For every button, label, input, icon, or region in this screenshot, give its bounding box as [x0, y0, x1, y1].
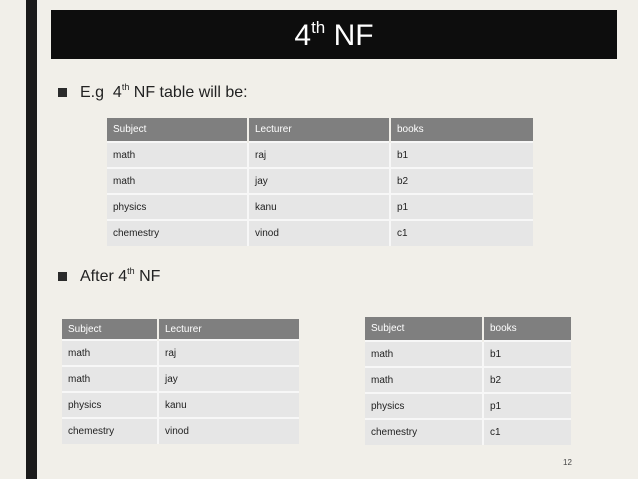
- table-header-row: [107, 118, 533, 142]
- table-subject-books: [365, 317, 571, 445]
- bullet-text-sup: th: [121, 82, 130, 92]
- table-cell: b1: [390, 142, 533, 168]
- bullet-text: [80, 266, 160, 286]
- bullet-text-prefix: After 4: [80, 268, 128, 285]
- title-main: 4: [294, 18, 312, 52]
- table-cell: p1: [390, 194, 533, 220]
- table-cell: p1: [483, 393, 571, 419]
- table-cell: c1: [483, 419, 571, 445]
- table-row: [62, 366, 299, 392]
- bullet-text-prefix: E.g 4: [80, 84, 122, 101]
- bullet-text-sup: th: [127, 266, 135, 276]
- table-full: [107, 118, 533, 246]
- table-cell: physics: [365, 393, 483, 419]
- table-cell: b2: [390, 168, 533, 194]
- slide-title: [294, 19, 373, 51]
- title-bar: [51, 10, 617, 59]
- bullet-example: [58, 82, 248, 102]
- column-header: Lecturer: [158, 319, 299, 340]
- page-number: 12: [563, 458, 572, 467]
- column-header: Subject: [365, 317, 483, 341]
- table-cell: math: [62, 340, 158, 366]
- title-superscript: th: [311, 17, 326, 37]
- table-cell: jay: [248, 168, 390, 194]
- table-row: [107, 194, 533, 220]
- bullet-text: [80, 82, 248, 102]
- bullet-text-suffix: NF: [134, 268, 161, 285]
- table-row: [62, 418, 299, 444]
- table-row: [107, 142, 533, 168]
- table-cell: math: [365, 367, 483, 393]
- table-cell: b1: [483, 341, 571, 367]
- title-suffix: NF: [325, 18, 374, 52]
- table-cell: c1: [390, 220, 533, 246]
- table-cell: chemestry: [365, 419, 483, 445]
- column-header: books: [483, 317, 571, 341]
- table-cell: math: [107, 168, 248, 194]
- table-cell: math: [107, 142, 248, 168]
- table-cell: math: [365, 341, 483, 367]
- table-cell: vinod: [158, 418, 299, 444]
- table-cell: kanu: [248, 194, 390, 220]
- table-cell: chemestry: [62, 418, 158, 444]
- column-header: books: [390, 118, 533, 142]
- table-header-row: [62, 319, 299, 340]
- table-subject-lecturer: [62, 319, 299, 444]
- table-cell: raj: [248, 142, 390, 168]
- column-header: Subject: [107, 118, 248, 142]
- table-row: [365, 393, 571, 419]
- table-row: [365, 341, 571, 367]
- table-header-row: [365, 317, 571, 341]
- table-row: [62, 392, 299, 418]
- table-cell: jay: [158, 366, 299, 392]
- table-cell: vinod: [248, 220, 390, 246]
- table-row: [62, 340, 299, 366]
- square-bullet-icon: [58, 88, 67, 97]
- table-row: [107, 220, 533, 246]
- table-cell: raj: [158, 340, 299, 366]
- table-row: [365, 419, 571, 445]
- square-bullet-icon: [58, 272, 67, 281]
- column-header: Subject: [62, 319, 158, 340]
- left-accent-bar: [26, 0, 37, 479]
- table-row: [107, 168, 533, 194]
- table-cell: physics: [62, 392, 158, 418]
- table-cell: kanu: [158, 392, 299, 418]
- table-cell: b2: [483, 367, 571, 393]
- table-cell: physics: [107, 194, 248, 220]
- column-header: Lecturer: [248, 118, 390, 142]
- bullet-after: [58, 266, 160, 286]
- table-cell: chemestry: [107, 220, 248, 246]
- table-cell: math: [62, 366, 158, 392]
- table-row: [365, 367, 571, 393]
- bullet-text-suffix: NF table will be:: [129, 84, 248, 101]
